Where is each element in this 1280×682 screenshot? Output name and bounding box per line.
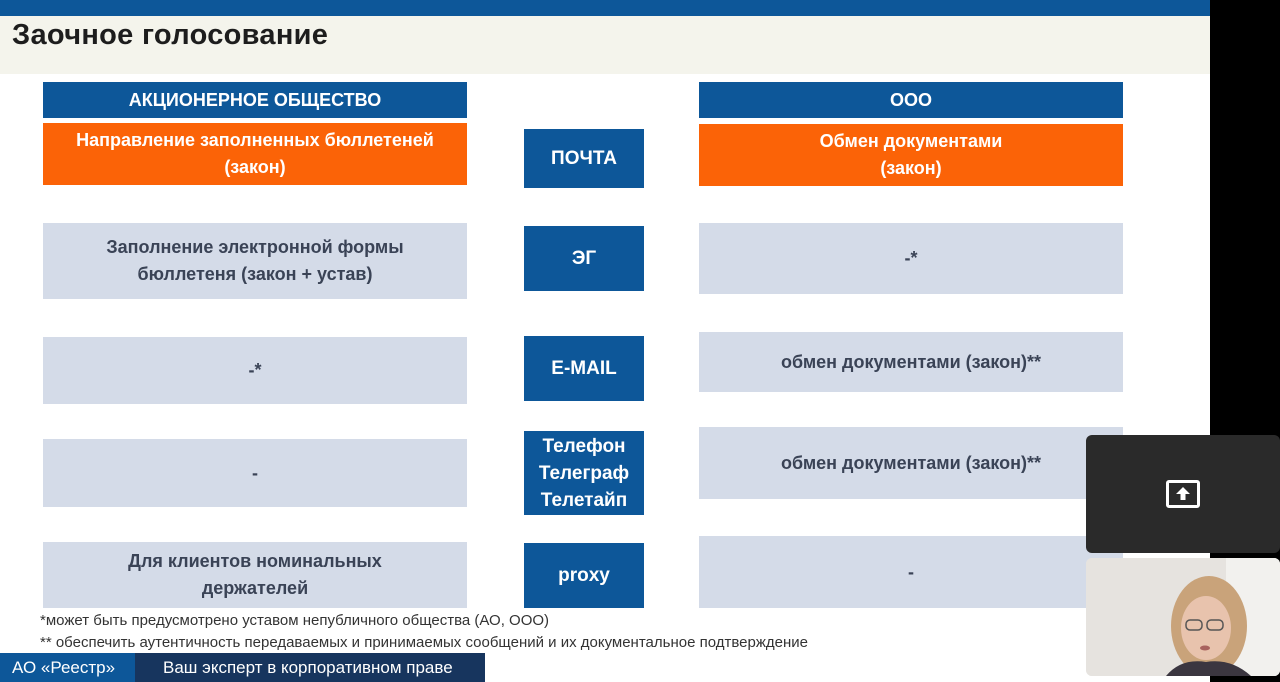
ooo-cell-eg: -* bbox=[699, 223, 1123, 294]
participant-video bbox=[1086, 558, 1280, 676]
screen-share-tile[interactable] bbox=[1086, 435, 1280, 553]
footnote-1: *может быть предусмотрено уставом непубличного общества (АО, ООО) bbox=[40, 612, 550, 629]
footnotes bbox=[40, 610, 808, 654]
footer-tagline: Ваш эксперт в корпоративном праве bbox=[135, 653, 485, 682]
ooo-cell-mail: Обмен документами (закон) bbox=[699, 124, 1123, 186]
footnote-2: ** обеспечить аутентичность передаваемых и принимаемых сообщений и их документальное подтверждение bbox=[40, 634, 808, 651]
left-column-header: АКЦИОНЕРНОЕ ОБЩЕСТВО bbox=[43, 82, 467, 118]
method-email: E-MAIL bbox=[524, 336, 644, 401]
ooo-cell-phone: обмен документами (закон)** bbox=[699, 427, 1123, 499]
method-mail: ПОЧТА bbox=[524, 129, 644, 188]
ooo-cell-proxy: - bbox=[699, 536, 1123, 608]
ooo-cell-email: обмен документами (закон)** bbox=[699, 332, 1123, 392]
ao-cell-eg: Заполнение электронной формы бюллетеня (закон + устав) bbox=[43, 223, 467, 299]
ao-cell-mail: Направление заполненных бюллетеней (закон) bbox=[43, 123, 467, 185]
participant-video-tile[interactable] bbox=[1086, 558, 1280, 676]
slide-title: Заочное голосование bbox=[12, 19, 329, 51]
ao-cell-proxy: Для клиентов номинальных держателей bbox=[43, 542, 467, 608]
ao-cell-phone: - bbox=[43, 439, 467, 507]
footer-company: АО «Реестр» bbox=[0, 653, 135, 682]
right-column-header: ООО bbox=[699, 82, 1123, 118]
ao-cell-email: -* bbox=[43, 337, 467, 404]
method-phone: Телефон Телеграф Телетайп bbox=[524, 431, 644, 515]
share-screen-icon[interactable] bbox=[1166, 480, 1200, 508]
slide-top-bar bbox=[0, 0, 1210, 16]
method-eg: ЭГ bbox=[524, 226, 644, 291]
method-proxy: proxy bbox=[524, 543, 644, 608]
